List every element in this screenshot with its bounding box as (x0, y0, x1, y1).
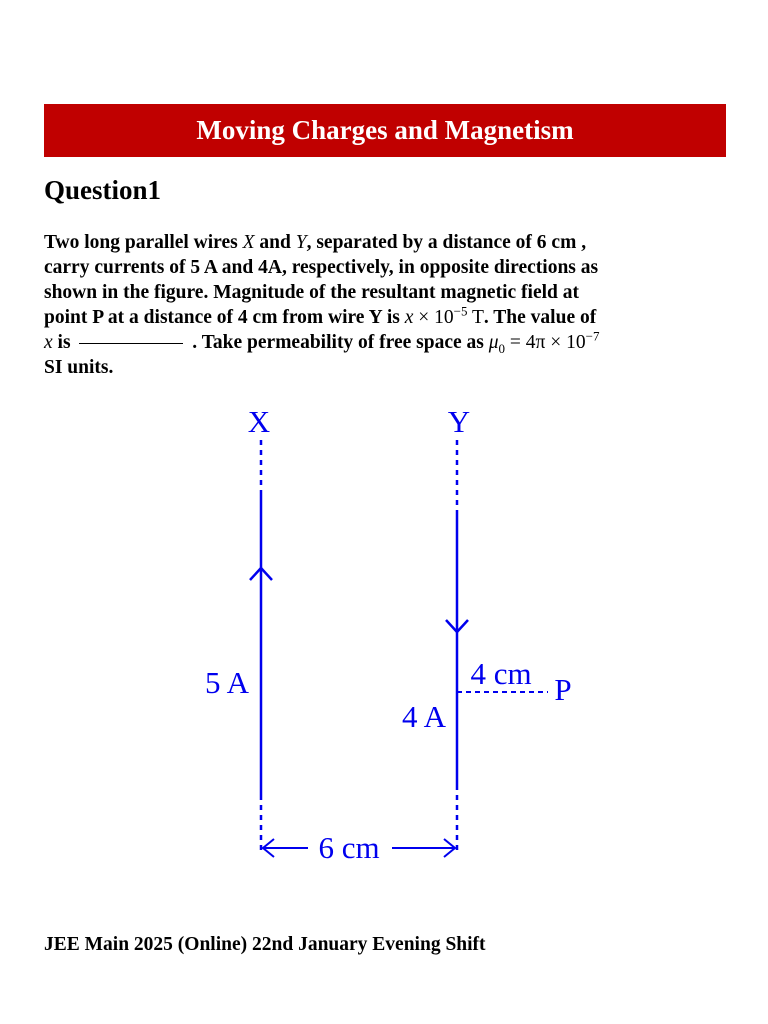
wire-x-label: X (247, 404, 271, 439)
question-text-part: and (254, 232, 296, 253)
question-text-part: point P at a distance of 4 cm from wire Y is (44, 307, 405, 328)
math-exponent: −7 (585, 328, 600, 344)
question-text-part: is (52, 332, 76, 353)
math-exponent: −5 (453, 303, 468, 319)
question-title: Question1 (44, 175, 162, 205)
question-text (44, 230, 734, 380)
question-text-part: Two long parallel wires (44, 232, 243, 253)
chapter-title: Moving Charges and Magnetism (196, 115, 574, 145)
question-text-part: . Take permeability of free space as (187, 332, 489, 353)
chapter-title-banner (44, 104, 726, 157)
point-p-label: P (554, 672, 572, 707)
question-text-part: , separated by a distance of 6 cm , (306, 232, 587, 253)
question-text-part: SI units. (44, 357, 114, 378)
math-var-y: Y (295, 232, 307, 253)
math-times-ten: × 10 (413, 307, 454, 328)
math-var-x: X (242, 232, 255, 253)
answer-blank (79, 343, 183, 344)
math-unit: T (467, 307, 484, 328)
question-text-part: carry currents of 5 A and 4A, respectively, in opposite directions as (44, 257, 599, 278)
math-mu-value: = 4π × 10 (505, 332, 586, 353)
wires-figure (0, 395, 768, 875)
exam-source: JEE Main 2025 (Online) 22nd January Evening Shift (44, 934, 486, 955)
separation-label: 6 cm (318, 830, 380, 865)
math-mu: μ (488, 332, 499, 353)
math-var-x-unknown: x (44, 332, 53, 353)
current-x-label: 5 A (205, 665, 249, 700)
math-mu-subscript: 0 (498, 340, 506, 356)
question-text-part: . The value of (483, 307, 597, 328)
math-var-x-unknown: x (404, 307, 414, 328)
question-text-part: shown in the figure. Magnitude of the resultant magnetic field at (44, 282, 579, 303)
wire-y-label: Y (447, 404, 471, 439)
distance-to-p-label: 4 cm (470, 656, 532, 691)
current-y-label: 4 A (402, 699, 446, 734)
